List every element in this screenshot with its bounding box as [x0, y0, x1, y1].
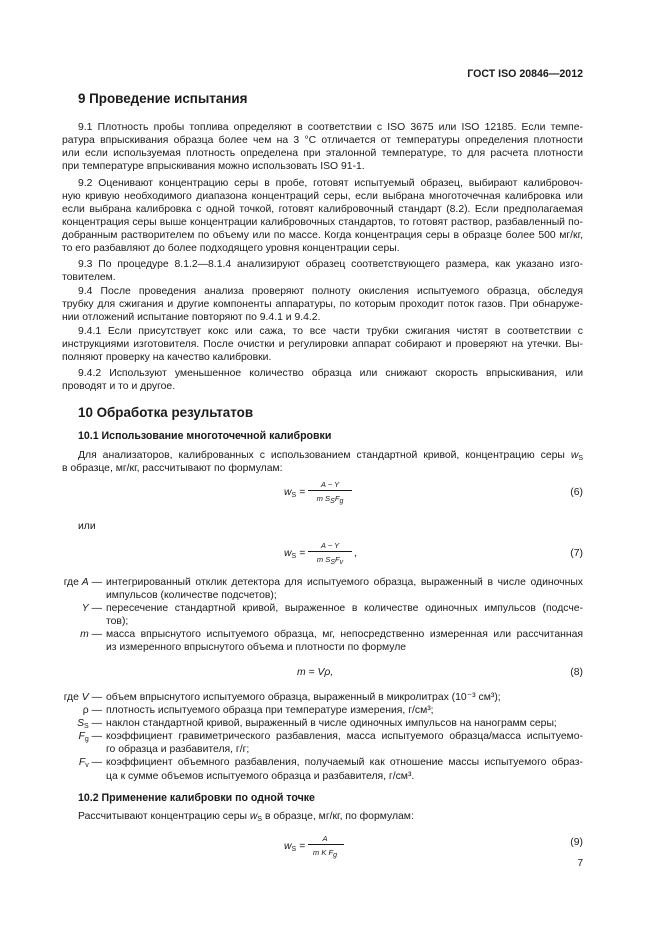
- text-line: добранным растворителем по объему или по массе. Когда концентрация серы в образце более 500 мг/кг,: [62, 230, 583, 242]
- definition-Fg: [46, 730, 583, 756]
- formula-8: [0, 666, 661, 692]
- text-line: или если используемая плотность определена при эталонной температуре, то для расчета плотности: [62, 148, 583, 160]
- text-line: ную кривую необходимого диапазона концентраций серы, если выбрана многоточечная калибровка или: [62, 191, 583, 203]
- definition-text: интегрированный отклик детектора для испытуемого образца, выраженный в числе одиночных импульсов (количестве подсчетов);: [106, 577, 583, 602]
- formula-numerator: A: [322, 834, 328, 843]
- definition-rho: [46, 704, 583, 717]
- formula-7: [0, 539, 661, 565]
- text-line: то его разбавляют до более подходящего уровня концентрации серы.: [62, 243, 400, 255]
- definition-text: коэффициент гравиметрического разбавления, масса испытуемого образца/масса испытуемо- го образца и разбавителя, г/г;: [106, 731, 583, 756]
- text-line: если выбрана калибровка с одной точкой, готовят калибровочный стандарт (8.2). Если предполагаемая: [62, 204, 583, 216]
- formula-lhs: $w_S$ =: [284, 548, 306, 560]
- subsection-10-1-title: 10.1 Использование многоточечной калибровки: [78, 430, 332, 442]
- definitions-list-2: [46, 691, 583, 783]
- text-line: 9.4.1 Если присутствует кокс или сажа, то все части трубки сжигания чистят в соответствии с: [78, 326, 583, 337]
- formula-denominator: m $S_SF_v$: [316, 555, 344, 566]
- paragraph-9-2: [62, 177, 583, 256]
- text-line: трубку для сжигания и другие компоненты аппаратуры, по которым проходит поток газов. При обнаруже-: [62, 299, 583, 311]
- definition-Y: [46, 602, 583, 628]
- fraction-bar: [308, 844, 344, 845]
- equation-number: (6): [570, 487, 583, 498]
- definition-text: пересечение стандартной кривой, выраженное в количестве одиночных импульсов (подсче- тов);: [106, 603, 583, 628]
- definition-symbol: $F_v$ —: [78, 757, 102, 770]
- definition-symbol: где A —: [63, 577, 102, 588]
- paragraph-9-4: [62, 285, 583, 324]
- definition-symbol: m —: [80, 629, 102, 641]
- fraction-bar: [308, 490, 352, 491]
- paragraph-10-2-intro: Рассчитывают концентрацию серы $w_S$ в образце, мг/кг, по формулам:: [78, 811, 414, 823]
- symbol-w: w: [570, 450, 579, 461]
- page-number: 7: [577, 858, 583, 869]
- text-line: 9.4.2 Используют уменьшенное количество образца или снижают скорость впрыскивания, или: [78, 368, 583, 379]
- text-line: 9.3 По процедуре 8.1.2—8.1.4 анализируют образец соответствующего размера, как указано изго-: [78, 259, 583, 270]
- text-line: 9.4 После проведения анализа проверяют полноту окисления испытуемого образца, обследуя: [78, 286, 583, 297]
- subsection-10-2-title: 10.2 Применение калибровки по одной точке: [78, 792, 315, 804]
- formula-numerator: A − Y: [320, 480, 340, 489]
- section-9-title: 9 Проведение испытания: [78, 91, 248, 106]
- definition-symbol: $S_S$ —: [77, 718, 102, 731]
- text-line: 9.1 Плотность пробы топлива определяют в соответствии с ISO 3675 или ISO 12185. Если темпе-: [78, 122, 583, 133]
- formula-comma: ,: [354, 548, 357, 559]
- section-10-title: 10 Обработка результатов: [78, 405, 254, 420]
- text-run: Для анализаторов, калиброванных с использованием стандартной кривой, концентрацию серы: [78, 450, 571, 461]
- word-or: или: [78, 521, 96, 532]
- definitions-list-1: [46, 576, 583, 655]
- equation-number: (7): [570, 548, 583, 559]
- equation-number: (8): [570, 667, 583, 678]
- text-line: при температуре впрыскивания можно использовать ISO 91-1.: [62, 161, 365, 173]
- text-line: нии отложений испытание повторяют по 9.4.1 и 9.4.2.: [62, 312, 321, 324]
- text-line: [62, 449, 583, 462]
- formula-numerator: A − Y: [320, 541, 340, 550]
- definition-symbol: $F_g$ —: [78, 731, 102, 744]
- text-line: инструкциями изготовителя. После очистки и регулировки аппарат собирают и проверяют на утечки. Вы-: [62, 339, 583, 351]
- paragraph-10-1-intro: [62, 449, 583, 475]
- text-line: в образце, мг/кг, рассчитывают по формулам:: [62, 463, 283, 475]
- paragraph-9-4-1: [62, 325, 583, 364]
- formula-denominator: m $S_SF_g$: [316, 494, 344, 505]
- definition-text: коэффициент объемного разбавления, получаемый как отношение массы испытуемого образ- ца к сумме объемов испытуемого образца и разбавителя, г/см³.: [106, 757, 583, 782]
- paragraph-9-1: [62, 121, 583, 173]
- definition-V: [46, 691, 583, 704]
- definition-text: объем впрыснутого испытуемого образца, выраженный в микролитрах (10⁻³ см³);: [106, 692, 501, 703]
- formula-6: [0, 478, 661, 504]
- paragraph-9-3: [62, 258, 583, 284]
- formula-9: [0, 832, 661, 858]
- text-line: ратура впрыскивания образца более чем на 3 °С отличается от температуры определения плотности: [62, 135, 583, 147]
- text-line: товителем.: [62, 272, 116, 284]
- definition-A: [46, 576, 583, 602]
- formula-denominator: m K $F_g$: [312, 848, 338, 859]
- definition-symbol: Y —: [81, 603, 102, 615]
- definition-text: наклон стандартной кривой, выраженный в числе одиночных импульсов на нанограмм серы;: [106, 718, 557, 730]
- text-line: проводят и то и другое.: [62, 381, 176, 393]
- text-line: полняют проверку на качество калибровки.: [62, 352, 272, 364]
- text-line: 9.2 Оценивают концентрацию серы в пробе, готовят испытуемый образец, выбирают калибровоч-: [78, 178, 583, 189]
- definition-symbol: ρ —: [82, 705, 102, 717]
- equation-number: (9): [570, 837, 583, 848]
- definition-m: [46, 628, 583, 654]
- definition-text: масса впрыснутого испытуемого образца, мг, непосредственно измеренная или рассчитанная из измеренного впрыснутого объема и плотности по формуле: [106, 629, 583, 654]
- definition-Ss: [46, 717, 583, 730]
- definition-symbol: где V —: [63, 692, 102, 703]
- text-line: концентрация серы выше концентрации калибровочных стандартов, то готовят раствор, разбавленный по-: [62, 217, 583, 229]
- subscript: S: [578, 455, 583, 462]
- standard-designation: ГОСТ ISO 20846—2012: [467, 68, 583, 80]
- formula-lhs: $w_S$ =: [284, 841, 306, 853]
- definition-Fv: [46, 756, 583, 782]
- paragraph-9-4-2: [62, 367, 583, 393]
- definition-text: плотность испытуемого образца при температуре измерения, г/см³;: [106, 705, 434, 717]
- fraction-bar: [308, 551, 352, 552]
- formula-expression: m = Vρ,: [297, 667, 334, 678]
- formula-lhs: $w_S$ =: [284, 487, 306, 499]
